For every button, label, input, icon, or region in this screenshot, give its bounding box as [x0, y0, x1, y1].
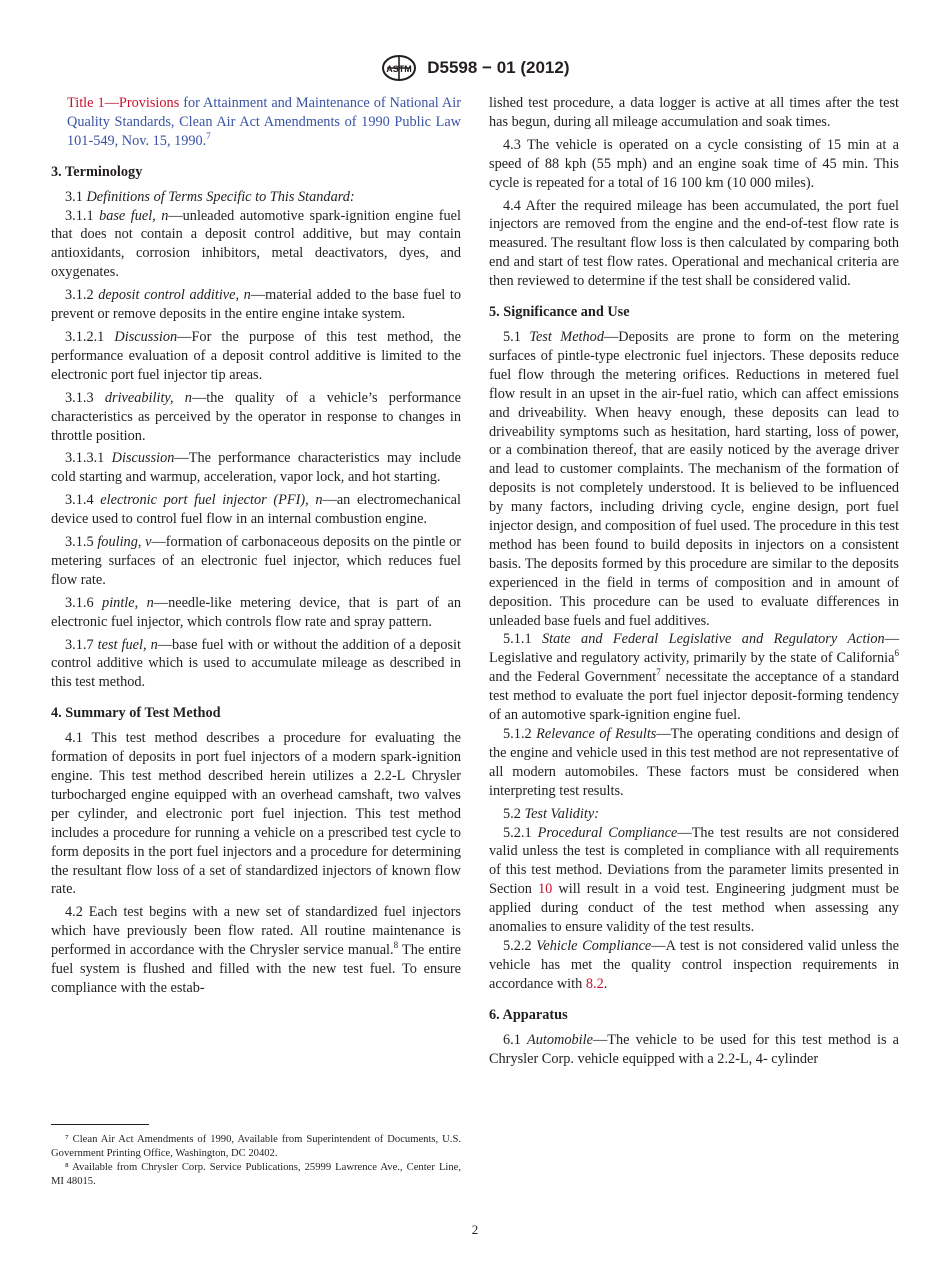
svg-text:ASTM: ASTM [385, 64, 412, 74]
para-5-1: 5.1 Test Method—Deposits are prone to form on the metering surfaces of pintle-type electronic fuel injectors. These deposits reduce fuel flow through the metering orifices. Reductions in metered fuel flow result in an upset in the air-fuel ratio, which can affect emissions and driveability. When heavy enough, these deposits can lead to driveability symptoms such as hesitation, hard starting, loss of power, or a combination thereof, that are easily noticed by the average driver and lead to customer complaints. The mechanism of the formation of deposits is not completely understood. It is believed to be influenced by many factors, including driving cycle, engine design, port fuel injector design, and composition of fuel used. The procedure in this test method has been found to build deposits in injectors on a consistent basis. The deposits formed by this procedure are similar to the deposits experienced in the field in terms of composition and in amount of deposition. This procedure can be used to evaluate differences in unleaded base fuels and fuel additives. [489, 328, 899, 629]
section-heading-3: 3. Terminology [51, 163, 143, 180]
para-5-2-1: 5.2.1 Procedural Compliance—The test results are not considered valid unless the test is completed in compliance with all requirements of this test method. Deviations from the parameter limits presented in Section 10 will result in a void test. Engineering judgment must be applied during conduct of the test method when assessing any anomalies to ensure validity of the test results. [489, 824, 900, 936]
para-5-1-1: 5.1.1 State and Federal Legislative and Regulatory Action—Legislative and regulatory activity, primarily by the state of California$^6$ and the Federal Government$^7$ necessitate the acceptance of a standard test method to evaluate the port fuel injector deposit-forming tendency of an automotive spark-ignition engine fuel. [489, 631, 899, 724]
para-4-3: 4.3 The vehicle is operated on a cycle consisting of 15 min at a speed of 88 kph (55 mph) and an engine soak time of 45 min. This cycle is repeated for a total of 16 100 km (10 000 miles). [489, 136, 899, 191]
para-3-1-1: 3.1.1 base fuel, n—unleaded automotive spark-ignition engine fuel that does not contain a deposit control additive, but may contain antioxidants, corrosion inhibitors, metal deactivators, dyes, and oxygenates. [51, 207, 461, 281]
para-3-1-2-1: 3.1.2.1 Discussion—For the purpose of this test method, the performance evaluation of a deposit control additive is limited to the electronic port fuel injector tip areas. [51, 328, 461, 383]
footnote-7: ⁷ Clean Air Act Amendments of 1990, Available from Superintendent of Documents, U.S. Government Printing Office, Washington, DC 20402. [51, 1134, 461, 1159]
astm-logo-icon [381, 54, 417, 82]
right-column [489, 94, 899, 1072]
para-3-1: 3.1 Definitions of Terms Specific to This Standard: [65, 188, 355, 205]
para-4-4: 4.4 After the required mileage has been accumulated, the port fuel injectors are removed from the engine and the end-of-test flow rate is measured. The resultant flow loss is then calculated by comparing both end and start of test flow rates. Operational and mechanical criteria are then reviewed to determine if the test shall be considered valid. [489, 197, 899, 290]
para-5-2-2: 5.2.2 Vehicle Compliance—A test is not considered valid unless the vehicle has met the quality control inspection requirements in accordance with 8.2. [489, 937, 899, 992]
para-3-1-6: 3.1.6 pintle, n—needle-like metering device, that is part of an electronic fuel injector, which controls flow rate and spray pattern. [51, 594, 462, 630]
para-3-1-3-1: 3.1.3.1 Discussion—The performance characteristics may include cold starting and warmup, acceleration, vapor lock, and hot starting. [51, 450, 461, 486]
page-number: 2 [471, 1222, 479, 1237]
footnote-8: ⁸ Available from Chrysler Corp. Service Publications, 25999 Lawrence Ave., Center Line, MI 48015. [51, 1162, 461, 1187]
left-column [51, 94, 461, 1002]
para-3-1-3: 3.1.3 driveability, n—the quality of a vehicle’s performance characteristics as perceived by the operator in response to changes in throttle position. [51, 389, 461, 444]
para-3-1-5: 3.1.5 fouling, v—formation of carbonaceous deposits on the pintle or metering surfaces of an electronic fuel injector, which reduces fuel flow rate. [51, 534, 461, 588]
title-note: Title 1—Provisions for Attainment and Maintenance of National Air Quality Standards, Clean Air Act Amendments of 1990 Public Law 101-549, Nov. 15, 1990.$^7$ [67, 95, 461, 149]
para-3-1-2: 3.1.2 deposit control additive, n—material added to the base fuel to prevent or remove deposits in the entire engine intake system. [51, 287, 461, 323]
para-3-1-7: 3.1.7 test fuel, n—base fuel with or without the addition of a deposit control additive which is used to accumulate mileage as described in this test method. [51, 636, 461, 691]
section-8-2-link[interactable]: 8.2 [585, 975, 604, 992]
section-heading-6: 6. Apparatus [489, 1006, 568, 1023]
document-code: D5598 − 01 (2012) [427, 58, 570, 77]
title-link[interactable]: Title 1—Provisions [67, 95, 180, 111]
para-3-1-4: 3.1.4 electronic port fuel injector (PFI), n—an electromechanical device used to control fuel flow in an internal combustion engine. [51, 492, 461, 528]
para-4-2: 4.2 Each test begins with a new set of standardized fuel injectors which have previously been flow rated. All routine maintenance is performed in accordance with the Chrysler service manual.$^8$ The entire fuel system is flushed and filled with the new test fuel. To ensure compliance with the estab- [51, 904, 462, 996]
para-5-1-2: 5.1.2 Relevance of Results—The operating conditions and design of the engine and vehicle used in this test method are not representative of all modern automobiles. These factors must be considered when interpreting test results. [489, 726, 899, 799]
section-10-link[interactable]: 10 [538, 881, 553, 898]
para-6-1: 6.1 Automobile—The vehicle to be used for this test method is a Chrysler Corp. vehicle equipped with a 2.2-L, 4- cylinder [489, 1031, 900, 1067]
para-4-2-continued: lished test procedure, a data logger is active at all times after the test has begun, during all mileage accumulation and soak times. [489, 95, 899, 130]
section-heading-5: 5. Significance and Use [489, 304, 630, 321]
footnote-divider [51, 1124, 149, 1125]
page-header [0, 54, 950, 82]
para-4-1: 4.1 This test method describes a procedure for evaluating the formation of deposits in port fuel injectors of a modern spark-ignition engine. This test method described herein utilizes a 2.2-L Chrysler turbocharged engine equipped with an overhead camshaft, two valves per cylinder, and electronic port fuel injection. This test method includes a procedure for running a vehicle on a prescribed test cycle to form deposits in the port fuel injectors and a procedure for determining the resultant flow loss of a set of standardized injectors of known flow rate. [51, 730, 461, 898]
para-5-2: 5.2 Test Validity: [503, 805, 599, 822]
section-heading-4: 4. Summary of Test Method [51, 705, 221, 722]
